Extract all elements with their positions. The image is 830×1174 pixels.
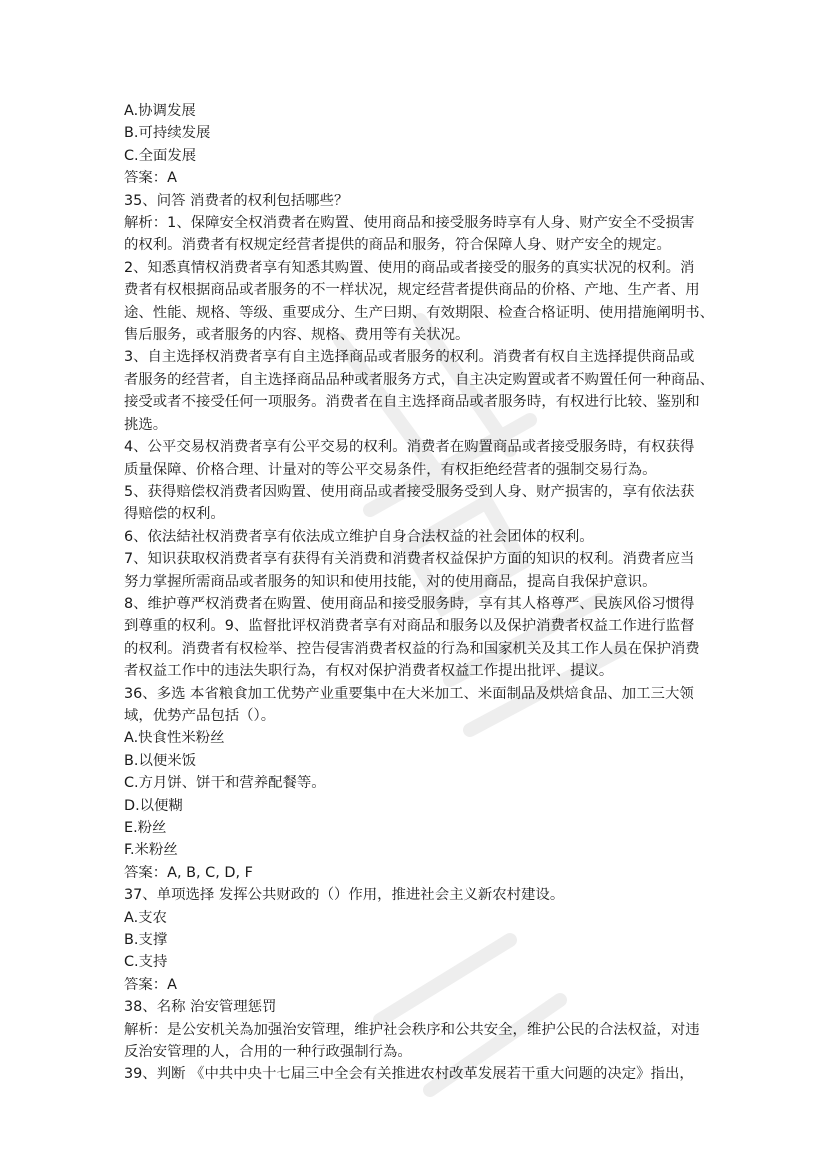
text-line: C.支持 bbox=[124, 954, 168, 971]
text-line: 售后服务，或者服务的内容、规格、费用等有关状况。 bbox=[124, 327, 470, 344]
text-line: 途、性能、规格、等级、重要成分、生产曰期、有效期限、检查合格证明、使用措施阐明书、 bbox=[124, 304, 715, 321]
text-line: 答案：A bbox=[124, 976, 178, 993]
document-body bbox=[124, 100, 716, 1086]
text-line: 8、维护尊严权消费者在购置、使用商品和接受服务時，享有其人格尊严、民族风俗习惯得 bbox=[124, 595, 695, 612]
text-line: 4、公平交易权消费者享有公平交易的权利。消费者在购置商品或者接受服务時，有权获得 bbox=[124, 439, 695, 456]
text-line: 5、获得赔偿权消费者因购置、使用商品或者接受服务受到人身、财产损害的，享有依法获 bbox=[124, 483, 695, 500]
text-line: A.协调发展 bbox=[124, 103, 196, 119]
text-line: A.快食性米粉丝 bbox=[124, 730, 225, 747]
text-line: 的权利。消费者有权检举、控告侵害消费者权益的行為和国家机关及其工作人员在保护消费 bbox=[124, 640, 700, 657]
text-line: E.粉丝 bbox=[124, 820, 167, 836]
text-line: 37、单项选择 发挥公共财政的（）作用，推进社会主义新农村建设。 bbox=[124, 887, 565, 904]
text-line: B.支撑 bbox=[124, 932, 168, 949]
text-line: 得赔偿的权利。 bbox=[124, 506, 225, 523]
text-line: 到尊重的权利。9、监督批评权消费者享有对商品和服务以及保护消费者权益工作进行监督 bbox=[124, 618, 695, 635]
text-line: 38、名称 治安管理惩罚 bbox=[124, 999, 277, 1016]
text-line: 接受或者不接受任何一项服务。消费者在自主选择商品或者服务時，有权进行比较、鉴别和 bbox=[124, 394, 700, 411]
text-line: C.全面发展 bbox=[124, 147, 197, 164]
text-line: 36、多选 本省粮食加工优势产业重要集中在大米加工、米面制品及烘焙食品、加工三大领 bbox=[124, 685, 694, 702]
text-line: F.米粉丝 bbox=[124, 842, 178, 859]
text-line: 费者有权根据商品或者服务的不一样状况，规定经营者提供商品的价格、产地、生产者、用 bbox=[124, 282, 700, 299]
text-line: 域，优势产品包括（）。 bbox=[124, 707, 276, 724]
text-line: C.方月饼、饼干和营养配餐等。 bbox=[124, 775, 326, 792]
text-line: 答案：A bbox=[124, 170, 178, 187]
text-line: 者服务的经营者，自主选择商品品种或者服务方式，自主决定购置或者不购置任何一种商品、 bbox=[124, 371, 715, 388]
text-line: 努力掌握所需商品或者服务的知识和使用技能，对的使用商品，提高自我保护意识。 bbox=[124, 573, 657, 590]
text-line: D.以便糊 bbox=[124, 797, 183, 814]
text-line: 者权益工作中的违法失职行為，有权对保护消费者权益工作提出批评、提议。 bbox=[124, 663, 614, 680]
text-line: 的权利。消费者有权规定经营者提供的商品和服务，符合保障人身、财产安全的规定。 bbox=[124, 237, 671, 254]
text-line: B.可持续发展 bbox=[124, 125, 211, 142]
text-line: 解析：是公安机关為加强治安管理，维护社会秩序和公共安全，维护公民的合法权益，对违 bbox=[124, 1021, 700, 1038]
text-line: B.以便米饭 bbox=[124, 752, 197, 769]
text-line: 质量保障、价格合理、计量对的等公平交易条件，有权拒绝经营者的强制交易行為。 bbox=[124, 461, 657, 478]
text-line: 6、依法結社权消费者享有依法成立维护自身合法权益的社会团体的权利。 bbox=[124, 528, 594, 545]
text-line: 3、自主选择权消费者享有自主选择商品或者服务的权利。消费者有权自主选择提供商品或 bbox=[124, 349, 695, 366]
text-line: 答案：A, B, C, D, F bbox=[124, 864, 253, 881]
text-line: 反治安管理的人，合用的一种行政强制行為。 bbox=[124, 1044, 412, 1061]
text-line: 2、知悉真情权消费者享有知悉其购置、使用的商品或者接受的服务的真实状况的权利。消 bbox=[124, 259, 695, 276]
text-line: 35、问答 消费者的权利包括哪些？ bbox=[124, 192, 349, 209]
text-line: 挑选。 bbox=[124, 416, 168, 433]
text-line: 7、知识获取权消费者享有获得有关消费和消费者权益保护方面的知识的权利。消费者应当 bbox=[124, 551, 695, 568]
text-line: 39、判断 《中共中央十七届三中全会有关推进农村改革发展若干重大问题的决定》指出， bbox=[124, 1066, 694, 1083]
text-line: A.支农 bbox=[124, 909, 167, 926]
text-line: 解析：1、保障安全权消费者在购置、使用商品和接受服务時享有人身、财产安全不受损害 bbox=[124, 215, 695, 232]
